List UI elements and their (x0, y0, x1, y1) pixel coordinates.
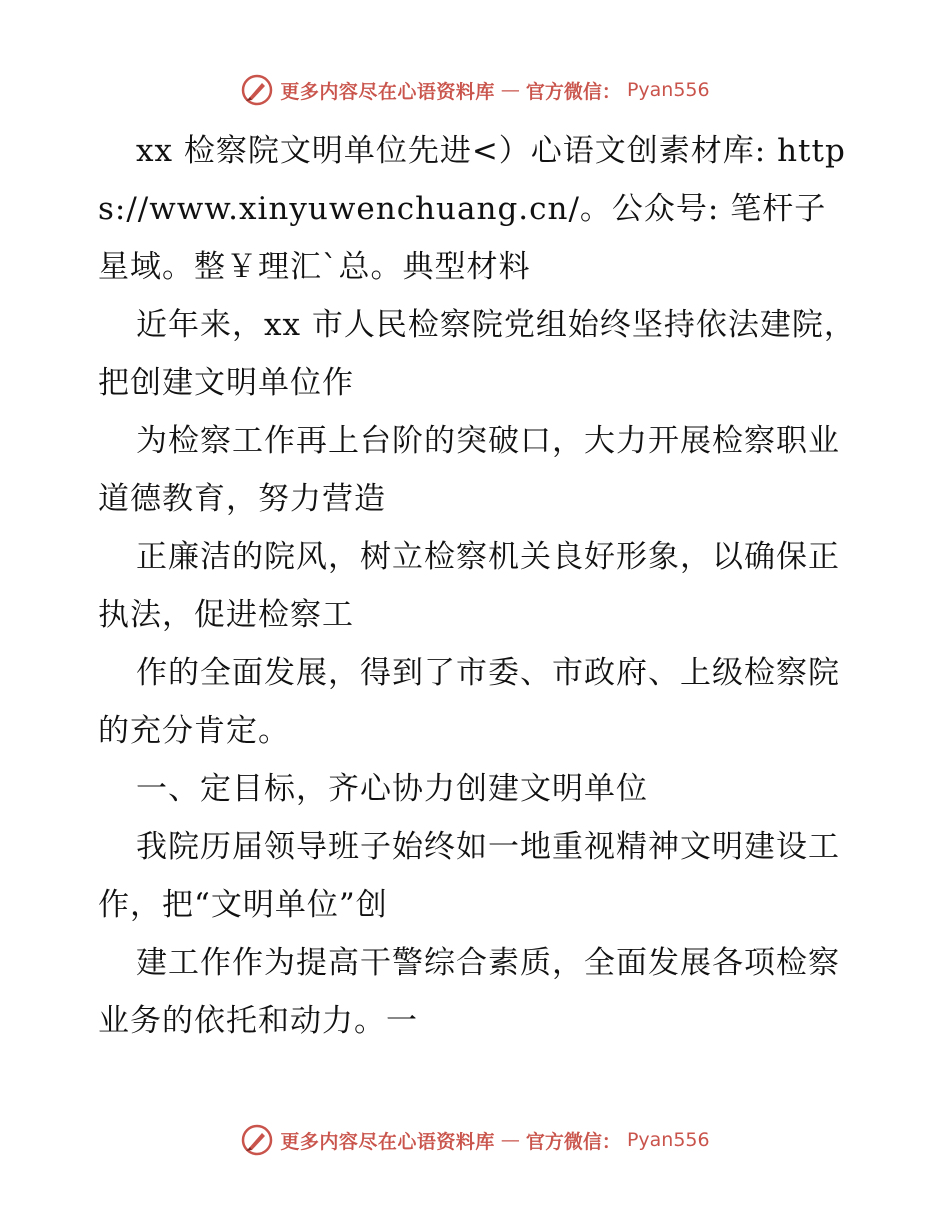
paragraph-7: 建工作作为提高干警综合素质，全面发展各项检察业务的依托和动力。一 (98, 945, 840, 1039)
paragraph-4: 正廉洁的院风，树立检察机关良好形象，以确保正执法，促进检察工 (98, 539, 840, 633)
section-heading: 一、定目标，齐心协力创建文明单位 (136, 771, 648, 807)
watermark-text: 更多内容尽在心语资料库 (280, 80, 495, 103)
pen-logo-icon (240, 73, 274, 107)
watermark-wechat-label: 官方微信： (525, 1130, 621, 1153)
paragraph-5: 作的全面发展，得到了市委、市政府、上级检察院的充分肯定。 (98, 655, 840, 749)
watermark-wechat-id: Pyan556 (626, 1129, 710, 1151)
watermark-wechat-id: Pyan556 (626, 79, 710, 101)
paragraph-3: 为检察工作再上台阶的突破口，大力开展检察职业道德教育，努力营造 (98, 423, 840, 517)
paragraph-1: xx 检察院文明单位先进<）心语文创素材库: https://www.xinyuwenchuang.cn/。公众号: 笔杆子星域。整￥理汇`总。典型材料 (98, 133, 846, 285)
paragraph-2: 近年来，xx 市人民检察院党组始终坚持依法建院，把创建文明单位作 (98, 307, 856, 401)
watermark-dash: — (500, 79, 520, 101)
document-body (98, 122, 858, 1050)
pen-logo-icon (240, 1123, 274, 1157)
paragraph-6: 我院历届领导班子始终如一地重视精神文明建设工作，把“文明单位”创 (98, 829, 840, 923)
watermark-text: 更多内容尽在心语资料库 (280, 1130, 495, 1153)
watermark-dash: — (500, 1129, 520, 1151)
footer-watermark (0, 1120, 950, 1160)
header-watermark (0, 70, 950, 110)
watermark-wechat-label: 官方微信： (525, 80, 621, 103)
